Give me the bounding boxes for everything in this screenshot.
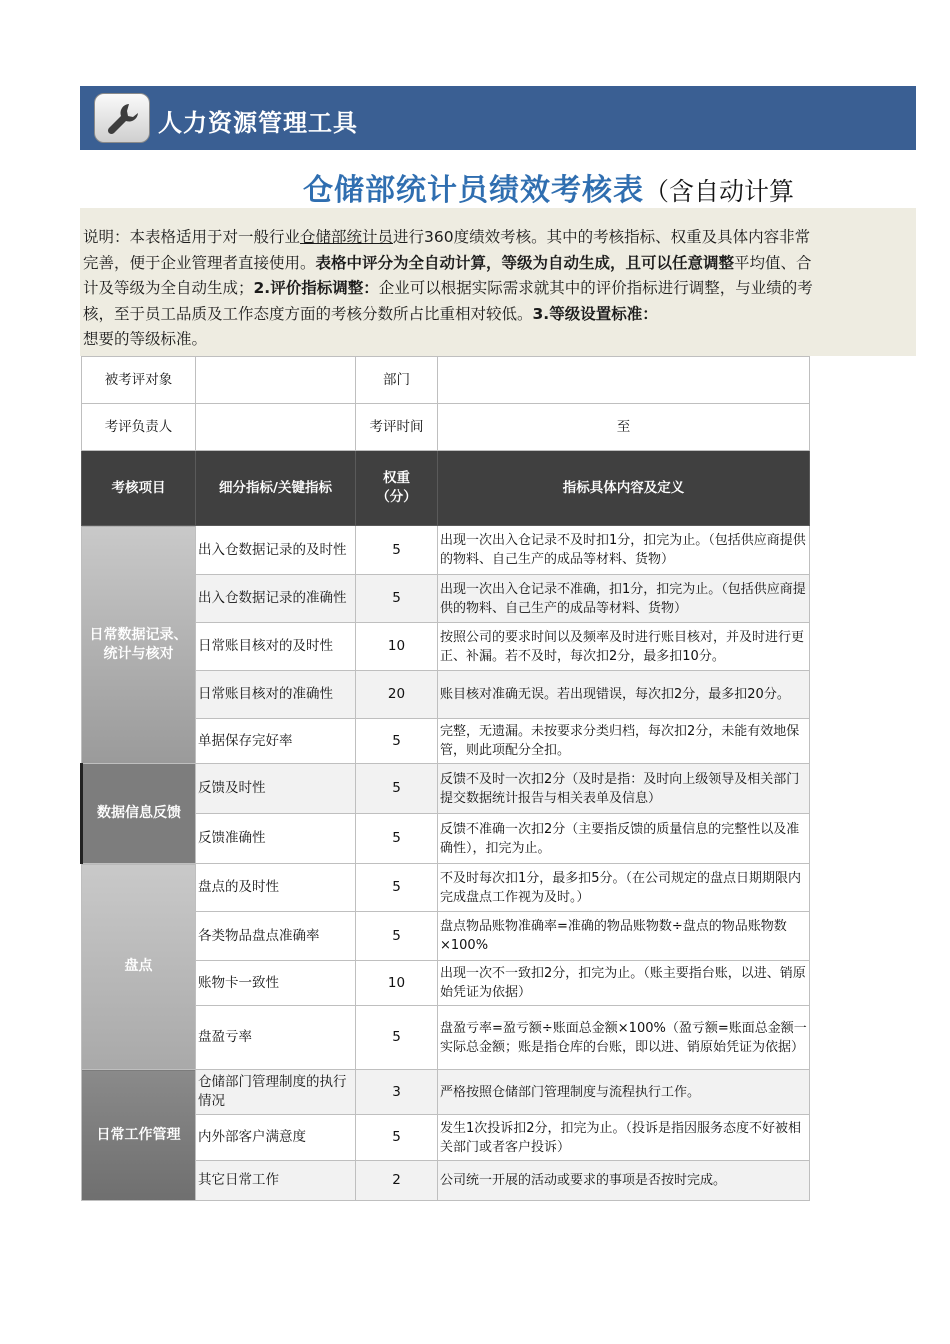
time-label: 考评时间	[356, 404, 438, 451]
note-part: 平均值、合计及等级为全自动生成；	[83, 253, 812, 297]
weight-cell: 5	[356, 719, 438, 764]
tool-banner	[80, 86, 916, 150]
weight-cell: 5	[356, 814, 438, 864]
definition-cell: 反馈不及时一次扣2分（及时是指：及时向上级领导及相关部门提交数据统计报告与相关表单及信息）	[438, 764, 810, 814]
definition-cell: 出现一次不一致扣2分，扣完为止。（账主要指台账，以进、销原始凭证为依据）	[438, 961, 810, 1006]
header-definition: 指标具体内容及定义	[438, 451, 810, 526]
instructions-panel	[80, 208, 916, 356]
definition-cell: 出现一次出入仓记录不及时扣1分，扣完为止。（包括供应商提供的物料、自己生产的成品等材料、货物）	[438, 526, 810, 575]
target-value-cell[interactable]	[196, 357, 356, 404]
header-indicator: 细分指标/关键指标	[196, 451, 356, 526]
weight-cell: 10	[356, 623, 438, 671]
indicator-cell: 反馈准确性	[196, 814, 356, 864]
definition-cell: 账目核对准确无误。若出现错误，每次扣2分，最多扣20分。	[438, 671, 810, 719]
dept-label: 部门	[356, 357, 438, 404]
indicator-cell: 其它日常工作	[196, 1161, 356, 1201]
table-row	[82, 526, 810, 575]
category-cell: 日常工作管理	[82, 1070, 196, 1201]
instructions-text	[83, 225, 813, 353]
page-subtitle: （含自动计算	[644, 177, 795, 206]
weight-cell: 5	[356, 912, 438, 961]
owner-value-cell[interactable]	[196, 404, 356, 451]
indicator-cell: 出入仓数据记录的及时性	[196, 526, 356, 575]
weight-cell: 5	[356, 1006, 438, 1070]
indicator-cell: 日常账目核对的及时性	[196, 623, 356, 671]
info-row	[82, 357, 810, 404]
table-header-row	[82, 451, 810, 526]
definition-cell: 发生1次投诉扣2分，扣完为止。（投诉是指因服务态度不好被相关部门或者客户投诉）	[438, 1115, 810, 1161]
note-bold-part: 表格中评分为全自动计算，等级为自动生成，且可以任意调整	[315, 253, 735, 272]
indicator-cell: 日常账目核对的准确性	[196, 671, 356, 719]
indicator-cell: 各类物品盘点准确率	[196, 912, 356, 961]
note-part: 想要的等级标准。	[83, 330, 208, 348]
page-title: 仓储部统计员绩效考核表	[303, 173, 644, 208]
header-weight: 权重（分）	[356, 451, 438, 526]
page-heading	[80, 150, 916, 208]
note-part: 说明：本表格适用于对一般行业	[83, 228, 301, 246]
wrench-icon	[94, 93, 150, 143]
note-bold-part: 3.等级设置标准：	[532, 304, 658, 323]
note-part: 进行360度绩效考核。其中的考核指标、权重及具体内容非常完善，便于企业管理者直接使用。	[83, 228, 811, 272]
weight-cell: 3	[356, 1070, 438, 1115]
definition-cell: 盘盈亏率=盈亏额÷账面总金额×100%（盈亏额=账面总金额一实际总金额；账是指仓库的台账，即以进、销原始凭证为依据）	[438, 1006, 810, 1070]
time-value-cell[interactable]: 至	[438, 404, 810, 451]
weight-cell: 20	[356, 671, 438, 719]
note-bold-part: 2.评价指标调整：	[253, 279, 379, 297]
weight-cell: 5	[356, 1115, 438, 1161]
definition-cell: 不及时每次扣1分，最多扣5分。（在公司规定的盘点日期期限内完成盘点工作视为及时。）	[438, 864, 810, 912]
category-cell: 数据信息反馈	[82, 764, 196, 864]
definition-cell: 公司统一开展的活动或要求的事项是否按时完成。	[438, 1161, 810, 1201]
weight-cell: 5	[356, 864, 438, 912]
info-row	[82, 404, 810, 451]
table-row	[82, 764, 810, 814]
weight-cell: 10	[356, 961, 438, 1006]
definition-cell: 盘点物品账物准确率=准确的物品账物数÷盘点的物品账物数×100%	[438, 912, 810, 961]
definition-cell: 按照公司的要求时间以及频率及时进行账目核对，并及时进行更正、补漏。若不及时，每次扣2分，最多扣10分。	[438, 623, 810, 671]
indicator-cell: 盘盈亏率	[196, 1006, 356, 1070]
category-cell: 日常数据记录、统计与核对	[82, 526, 196, 764]
indicator-cell: 出入仓数据记录的准确性	[196, 575, 356, 623]
indicator-cell: 内外部客户满意度	[196, 1115, 356, 1161]
definition-cell: 反馈不准确一次扣2分（主要指反馈的质量信息的完整性以及准确性），扣完为止。	[438, 814, 810, 864]
indicator-cell: 单据保存完好率	[196, 719, 356, 764]
definition-cell: 严格按照仓储部门管理制度与流程执行工作。	[438, 1070, 810, 1115]
header-category: 考核项目	[82, 451, 196, 526]
weight-cell: 5	[356, 575, 438, 623]
definition-cell: 出现一次出入仓记录不准确，扣1分，扣完为止。（包括供应商提供的物料、自己生产的成品等材料、货物）	[438, 575, 810, 623]
category-cell: 盘点	[82, 864, 196, 1070]
dept-value-cell[interactable]	[438, 357, 810, 404]
target-label: 被考评对象	[82, 357, 196, 404]
owner-label: 考评负责人	[82, 404, 196, 451]
indicator-cell: 反馈及时性	[196, 764, 356, 814]
weight-cell: 5	[356, 526, 438, 575]
indicator-cell: 账物卡一致性	[196, 961, 356, 1006]
tool-title: 人力资源管理工具	[158, 109, 358, 137]
definition-cell: 完整，无遗漏。未按要求分类归档，每次扣2分，未能有效地保管，则此项配分全扣。	[438, 719, 810, 764]
indicator-cell: 仓储部门管理制度的执行情况	[196, 1070, 356, 1115]
evaluation-table	[80, 356, 810, 1201]
weight-cell: 2	[356, 1161, 438, 1201]
weight-cell: 5	[356, 764, 438, 814]
table-row	[82, 864, 810, 912]
indicator-cell: 盘点的及时性	[196, 864, 356, 912]
note-part: 企业可以根据实际需求就其中的评价指标进行调整，与业绩的考核，至于员工品质及工作态度方面的考核分数所占比重相对较低。	[83, 279, 813, 323]
table-row	[82, 1070, 810, 1115]
note-underlined-role: 仓储部统计员	[300, 228, 394, 246]
